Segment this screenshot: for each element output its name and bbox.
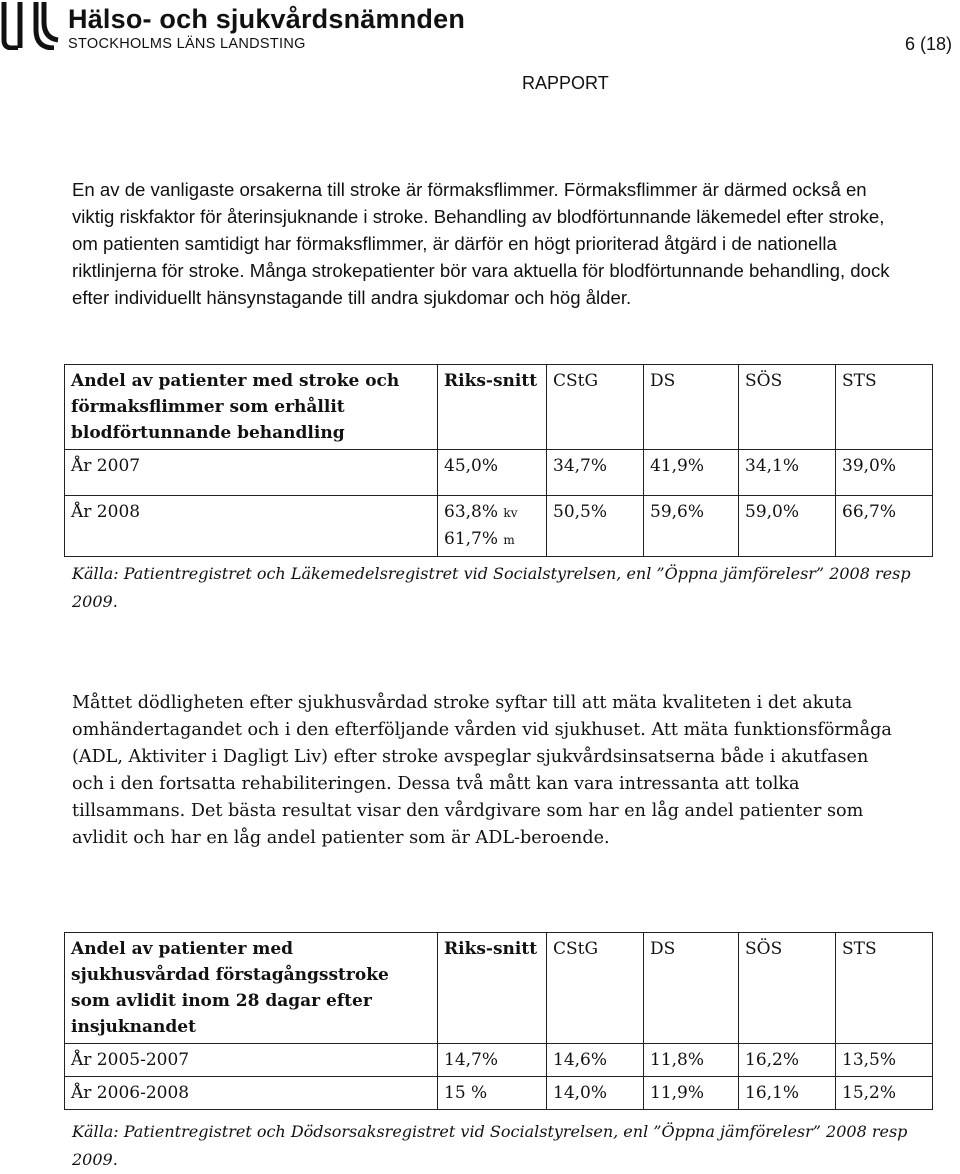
- note-m: m: [503, 533, 515, 547]
- table-header-cell: SÖS: [739, 933, 836, 1044]
- table-cell: 50,5%: [547, 496, 644, 557]
- body-paragraph-2: Måttet dödligheten efter sjukhusvårdad stroke syftar till att mäta kvaliteten i det akuta omhändertagandet och i den efterföljande vården vid sjukhuset. Att mäta funktionsförmåga (ADL, Aktiviter i Dagligt Liv) efter stroke avspeglar sjukvårdsinsatserna både i akutfasen och i den fortsatta rehabiliteringen. Dessa två mått kan vara intressanta att tolka tillsammans. Det bästa resultat visar den vårdgivare som har en låg andel patienter som avlidit och har en låg andel patienter som är ADL-beroende.: [72, 693, 892, 848]
- table-row: [65, 496, 933, 557]
- table-header-cell: CStG: [547, 933, 644, 1044]
- table-header-cell: STS: [836, 365, 933, 450]
- table-cell: 39,0%: [836, 450, 933, 496]
- org-name: Hälso- och sjukvårdsnämnden: [68, 4, 466, 34]
- table-cell: År 2008: [65, 496, 438, 557]
- table-cell: År 2006-2008: [65, 1077, 438, 1110]
- table-cell: 14,7%: [438, 1044, 547, 1077]
- table-cell: 34,7%: [547, 450, 644, 496]
- table-cell: 41,9%: [644, 450, 739, 496]
- value-kv: 63,8%: [444, 502, 499, 522]
- org-subtitle: STOCKHOLMS LÄNS LANDSTING: [68, 36, 306, 52]
- table-cell: 14,6%: [547, 1044, 644, 1077]
- anticoagulation-table: [64, 364, 933, 557]
- table-cell: 15,2%: [836, 1077, 933, 1110]
- table-header-row: [65, 365, 933, 450]
- document-type: RAPPORT: [522, 73, 609, 93]
- source-note-1: Källa: Patientregistret och Läkemedelsregistret vid Socialstyrelsen, enl ”Öppna jämförelesr” 2008 resp 2009.: [72, 564, 911, 611]
- table-cell: 15 %: [438, 1077, 547, 1110]
- table-header-cell: Andel av patienter med stroke och förmaksflimmer som erhållit blodförtunnande behandling: [65, 365, 438, 450]
- table-cell: 66,7%: [836, 496, 933, 557]
- table-row: [65, 1077, 933, 1110]
- note-kv: kv: [503, 506, 518, 520]
- table-cell: 45,0%: [438, 450, 547, 496]
- table-header-cell: Andel av patienter med sjukhusvårdad förstagångsstroke som avlidit inom 28 dagar efter insjuknandet: [65, 933, 438, 1044]
- table-cell: 59,0%: [739, 496, 836, 557]
- table-cell: 13,5%: [836, 1044, 933, 1077]
- table-row: [65, 450, 933, 496]
- landsting-logo-icon: [0, 0, 60, 50]
- value-m: 61,7%: [444, 529, 499, 549]
- source-note-2: Källa: Patientregistret och Dödsorsaksregistret vid Socialstyrelsen, enl ”Öppna jämförelesr” 2008 resp 2009.: [72, 1122, 908, 1169]
- table-header-cell: Riks-snitt: [438, 933, 547, 1044]
- table-cell: År 2007: [65, 450, 438, 496]
- body-paragraph-1: En av de vanligaste orsakerna till stroke är förmaksflimmer. Förmaksflimmer är därmed också en viktig riskfaktor för återinsjuknande i stroke. Behandling av blodförtunnande läkemedel efter stroke, om patienten samtidigt har förmaksflimmer, är därför en högt prioriterad åtgärd i de nationella riktlinjerna för stroke. Många strokepatienter bör vara aktuella för blodförtunnande behandling, dock efter individuellt hänsynstagande till andra sjukdomar och hög ålder.: [72, 179, 890, 308]
- page-number: 6 (18): [904, 34, 952, 54]
- table-row: [65, 1044, 933, 1077]
- table-cell-multi: [438, 496, 547, 557]
- table-cell: 11,9%: [644, 1077, 739, 1110]
- table-header-cell: SÖS: [739, 365, 836, 450]
- table-header-cell: DS: [644, 933, 739, 1044]
- table-header-cell: CStG: [547, 365, 644, 450]
- table-header-cell: Riks-snitt: [438, 365, 547, 450]
- table-cell: År 2005-2007: [65, 1044, 438, 1077]
- table-cell: 16,2%: [739, 1044, 836, 1077]
- mortality-table: [64, 932, 933, 1110]
- table-header-cell: DS: [644, 365, 739, 450]
- table-header-cell: STS: [836, 933, 933, 1044]
- table-header-row: [65, 933, 933, 1044]
- table-cell: 16,1%: [739, 1077, 836, 1110]
- table-cell: 34,1%: [739, 450, 836, 496]
- table-cell: 14,0%: [547, 1077, 644, 1110]
- table-cell: 11,8%: [644, 1044, 739, 1077]
- table-cell: 59,6%: [644, 496, 739, 557]
